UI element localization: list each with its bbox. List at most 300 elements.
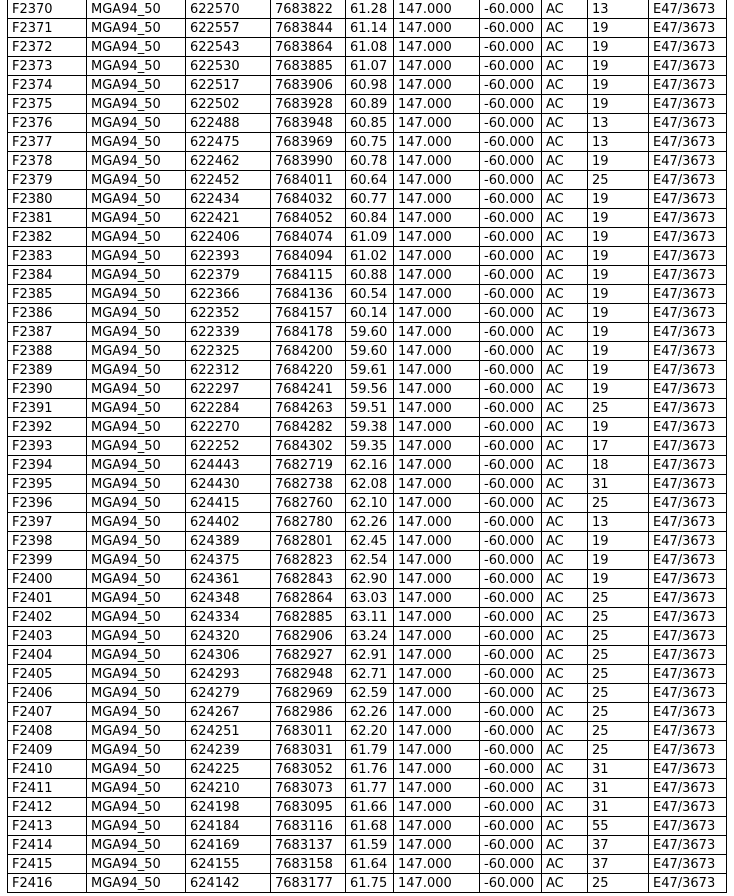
- hole-id-cell: F2382: [8, 228, 87, 247]
- datum-cell: MGA94_50: [87, 532, 186, 551]
- dip-cell: -60.000: [480, 266, 542, 285]
- depth-cell: 19: [588, 323, 649, 342]
- table-row: [8, 19, 727, 38]
- depth-cell: 25: [588, 684, 649, 703]
- northing-cell: 7683990: [271, 152, 346, 171]
- easting-cell: 624375: [186, 551, 271, 570]
- hole-type-cell: AC: [542, 760, 588, 779]
- hole-id-cell: F2400: [8, 570, 87, 589]
- depth-cell: 19: [588, 361, 649, 380]
- easting-cell: 622530: [186, 57, 271, 76]
- datum-cell: MGA94_50: [87, 114, 186, 133]
- northing-cell: 7684115: [271, 266, 346, 285]
- dip-cell: -60.000: [480, 361, 542, 380]
- tenement-cell: E47/3673: [649, 798, 727, 817]
- azimuth-cell: 147.000: [394, 817, 480, 836]
- depth-cell: 55: [588, 817, 649, 836]
- dip-cell: -60.000: [480, 76, 542, 95]
- depth-cell: 13: [588, 513, 649, 532]
- depth-cell: 37: [588, 836, 649, 855]
- azimuth-cell: 147.000: [394, 779, 480, 798]
- depth-cell: 19: [588, 342, 649, 361]
- datum-cell: MGA94_50: [87, 0, 186, 19]
- easting-cell: 624443: [186, 456, 271, 475]
- dip-cell: -60.000: [480, 817, 542, 836]
- northing-cell: 7682885: [271, 608, 346, 627]
- hole-id-cell: F2388: [8, 342, 87, 361]
- northing-cell: 7683095: [271, 798, 346, 817]
- easting-cell: 622488: [186, 114, 271, 133]
- azimuth-cell: 147.000: [394, 95, 480, 114]
- dip-cell: -60.000: [480, 874, 542, 893]
- datum-cell: MGA94_50: [87, 798, 186, 817]
- tenement-cell: E47/3673: [649, 703, 727, 722]
- datum-cell: MGA94_50: [87, 589, 186, 608]
- easting-cell: 624402: [186, 513, 271, 532]
- northing-cell: 7683864: [271, 38, 346, 57]
- datum-cell: MGA94_50: [87, 627, 186, 646]
- azimuth-cell: 147.000: [394, 57, 480, 76]
- datum-cell: MGA94_50: [87, 418, 186, 437]
- depth-cell: 19: [588, 551, 649, 570]
- datum-cell: MGA94_50: [87, 665, 186, 684]
- hole-type-cell: AC: [542, 361, 588, 380]
- azimuth-cell: 147.000: [394, 0, 480, 19]
- azimuth-cell: 147.000: [394, 570, 480, 589]
- rl-cell: 61.28: [346, 0, 394, 19]
- dip-cell: -60.000: [480, 323, 542, 342]
- northing-cell: 7682823: [271, 551, 346, 570]
- hole-type-cell: AC: [542, 608, 588, 627]
- northing-cell: 7683969: [271, 133, 346, 152]
- hole-type-cell: AC: [542, 798, 588, 817]
- rl-cell: 62.71: [346, 665, 394, 684]
- rl-cell: 61.59: [346, 836, 394, 855]
- azimuth-cell: 147.000: [394, 551, 480, 570]
- hole-id-cell: F2395: [8, 475, 87, 494]
- depth-cell: 37: [588, 855, 649, 874]
- tenement-cell: E47/3673: [649, 57, 727, 76]
- tenement-cell: E47/3673: [649, 228, 727, 247]
- rl-cell: 59.60: [346, 342, 394, 361]
- depth-cell: 13: [588, 114, 649, 133]
- depth-cell: 19: [588, 418, 649, 437]
- rl-cell: 59.51: [346, 399, 394, 418]
- tenement-cell: E47/3673: [649, 570, 727, 589]
- easting-cell: 622312: [186, 361, 271, 380]
- easting-cell: 622462: [186, 152, 271, 171]
- table-row: [8, 437, 727, 456]
- northing-cell: 7684074: [271, 228, 346, 247]
- dip-cell: -60.000: [480, 760, 542, 779]
- table-row: [8, 779, 727, 798]
- dip-cell: -60.000: [480, 38, 542, 57]
- datum-cell: MGA94_50: [87, 570, 186, 589]
- hole-id-cell: F2378: [8, 152, 87, 171]
- tenement-cell: E47/3673: [649, 475, 727, 494]
- hole-type-cell: AC: [542, 209, 588, 228]
- depth-cell: 19: [588, 19, 649, 38]
- dip-cell: -60.000: [480, 285, 542, 304]
- rl-cell: 61.79: [346, 741, 394, 760]
- dip-cell: -60.000: [480, 418, 542, 437]
- azimuth-cell: 147.000: [394, 741, 480, 760]
- hole-type-cell: AC: [542, 779, 588, 798]
- table-row: [8, 665, 727, 684]
- northing-cell: 7682738: [271, 475, 346, 494]
- hole-type-cell: AC: [542, 399, 588, 418]
- hole-type-cell: AC: [542, 874, 588, 893]
- hole-id-cell: F2387: [8, 323, 87, 342]
- hole-id-cell: F2372: [8, 38, 87, 57]
- hole-type-cell: AC: [542, 494, 588, 513]
- tenement-cell: E47/3673: [649, 0, 727, 19]
- northing-cell: 7683948: [271, 114, 346, 133]
- depth-cell: 25: [588, 494, 649, 513]
- depth-cell: 18: [588, 456, 649, 475]
- depth-cell: 25: [588, 722, 649, 741]
- azimuth-cell: 147.000: [394, 76, 480, 95]
- hole-id-cell: F2411: [8, 779, 87, 798]
- hole-id-cell: F2405: [8, 665, 87, 684]
- hole-id-cell: F2386: [8, 304, 87, 323]
- rl-cell: 60.88: [346, 266, 394, 285]
- azimuth-cell: 147.000: [394, 209, 480, 228]
- hole-id-cell: F2414: [8, 836, 87, 855]
- easting-cell: 624361: [186, 570, 271, 589]
- northing-cell: 7684094: [271, 247, 346, 266]
- northing-cell: 7683116: [271, 817, 346, 836]
- table-row: [8, 798, 727, 817]
- tenement-cell: E47/3673: [649, 323, 727, 342]
- table-row: [8, 513, 727, 532]
- table-row: [8, 380, 727, 399]
- depth-cell: 19: [588, 76, 649, 95]
- tenement-cell: E47/3673: [649, 209, 727, 228]
- easting-cell: 624184: [186, 817, 271, 836]
- datum-cell: MGA94_50: [87, 133, 186, 152]
- easting-cell: 622270: [186, 418, 271, 437]
- depth-cell: 19: [588, 57, 649, 76]
- table-row: [8, 133, 727, 152]
- hole-id-cell: F2393: [8, 437, 87, 456]
- tenement-cell: E47/3673: [649, 627, 727, 646]
- northing-cell: 7684263: [271, 399, 346, 418]
- datum-cell: MGA94_50: [87, 76, 186, 95]
- northing-cell: 7684241: [271, 380, 346, 399]
- table-row: [8, 646, 727, 665]
- hole-type-cell: AC: [542, 646, 588, 665]
- hole-type-cell: AC: [542, 95, 588, 114]
- rl-cell: 62.90: [346, 570, 394, 589]
- hole-type-cell: AC: [542, 304, 588, 323]
- easting-cell: 624225: [186, 760, 271, 779]
- tenement-cell: E47/3673: [649, 836, 727, 855]
- table-row: [8, 304, 727, 323]
- datum-cell: MGA94_50: [87, 209, 186, 228]
- hole-type-cell: AC: [542, 114, 588, 133]
- dip-cell: -60.000: [480, 836, 542, 855]
- hole-type-cell: AC: [542, 665, 588, 684]
- depth-cell: 19: [588, 247, 649, 266]
- northing-cell: 7682948: [271, 665, 346, 684]
- easting-cell: 624239: [186, 741, 271, 760]
- easting-cell: 624306: [186, 646, 271, 665]
- dip-cell: -60.000: [480, 684, 542, 703]
- easting-cell: 624279: [186, 684, 271, 703]
- northing-cell: 7683177: [271, 874, 346, 893]
- table-row: [8, 684, 727, 703]
- northing-cell: 7684052: [271, 209, 346, 228]
- depth-cell: 19: [588, 380, 649, 399]
- hole-id-cell: F2407: [8, 703, 87, 722]
- hole-type-cell: AC: [542, 57, 588, 76]
- tenement-cell: E47/3673: [649, 361, 727, 380]
- dip-cell: -60.000: [480, 171, 542, 190]
- easting-cell: 624293: [186, 665, 271, 684]
- datum-cell: MGA94_50: [87, 95, 186, 114]
- table-row: [8, 589, 727, 608]
- dip-cell: -60.000: [480, 304, 542, 323]
- hole-id-cell: F2404: [8, 646, 87, 665]
- hole-type-cell: AC: [542, 228, 588, 247]
- depth-cell: 19: [588, 152, 649, 171]
- tenement-cell: E47/3673: [649, 779, 727, 798]
- dip-cell: -60.000: [480, 532, 542, 551]
- rl-cell: 61.75: [346, 874, 394, 893]
- azimuth-cell: 147.000: [394, 361, 480, 380]
- northing-cell: 7684136: [271, 285, 346, 304]
- datum-cell: MGA94_50: [87, 741, 186, 760]
- hole-id-cell: F2403: [8, 627, 87, 646]
- azimuth-cell: 147.000: [394, 475, 480, 494]
- hole-type-cell: AC: [542, 513, 588, 532]
- datum-cell: MGA94_50: [87, 817, 186, 836]
- easting-cell: 622517: [186, 76, 271, 95]
- northing-cell: 7684032: [271, 190, 346, 209]
- depth-cell: 13: [588, 133, 649, 152]
- dip-cell: -60.000: [480, 380, 542, 399]
- rl-cell: 63.03: [346, 589, 394, 608]
- northing-cell: 7683906: [271, 76, 346, 95]
- azimuth-cell: 147.000: [394, 380, 480, 399]
- dip-cell: -60.000: [480, 57, 542, 76]
- dip-cell: -60.000: [480, 608, 542, 627]
- table-body: [8, 0, 727, 893]
- depth-cell: 25: [588, 874, 649, 893]
- dip-cell: -60.000: [480, 513, 542, 532]
- azimuth-cell: 147.000: [394, 304, 480, 323]
- hole-type-cell: AC: [542, 342, 588, 361]
- hole-id-cell: F2416: [8, 874, 87, 893]
- table-row: [8, 494, 727, 513]
- azimuth-cell: 147.000: [394, 684, 480, 703]
- rl-cell: 60.75: [346, 133, 394, 152]
- depth-cell: 17: [588, 437, 649, 456]
- easting-cell: 624267: [186, 703, 271, 722]
- easting-cell: 624142: [186, 874, 271, 893]
- rl-cell: 59.61: [346, 361, 394, 380]
- depth-cell: 19: [588, 532, 649, 551]
- depth-cell: 19: [588, 304, 649, 323]
- hole-id-cell: F2373: [8, 57, 87, 76]
- datum-cell: MGA94_50: [87, 171, 186, 190]
- tenement-cell: E47/3673: [649, 665, 727, 684]
- azimuth-cell: 147.000: [394, 703, 480, 722]
- northing-cell: 7682843: [271, 570, 346, 589]
- hole-type-cell: AC: [542, 247, 588, 266]
- datum-cell: MGA94_50: [87, 703, 186, 722]
- tenement-cell: E47/3673: [649, 456, 727, 475]
- northing-cell: 7683137: [271, 836, 346, 855]
- hole-id-cell: F2389: [8, 361, 87, 380]
- rl-cell: 62.10: [346, 494, 394, 513]
- azimuth-cell: 147.000: [394, 285, 480, 304]
- datum-cell: MGA94_50: [87, 836, 186, 855]
- rl-cell: 61.68: [346, 817, 394, 836]
- datum-cell: MGA94_50: [87, 342, 186, 361]
- hole-type-cell: AC: [542, 741, 588, 760]
- rl-cell: 62.54: [346, 551, 394, 570]
- tenement-cell: E47/3673: [649, 684, 727, 703]
- datum-cell: MGA94_50: [87, 266, 186, 285]
- northing-cell: 7684157: [271, 304, 346, 323]
- tenement-cell: E47/3673: [649, 741, 727, 760]
- rl-cell: 60.77: [346, 190, 394, 209]
- datum-cell: MGA94_50: [87, 361, 186, 380]
- azimuth-cell: 147.000: [394, 665, 480, 684]
- tenement-cell: E47/3673: [649, 418, 727, 437]
- azimuth-cell: 147.000: [394, 399, 480, 418]
- easting-cell: 624334: [186, 608, 271, 627]
- tenement-cell: E47/3673: [649, 494, 727, 513]
- northing-cell: 7684302: [271, 437, 346, 456]
- table-row: [8, 855, 727, 874]
- tenement-cell: E47/3673: [649, 38, 727, 57]
- rl-cell: 59.60: [346, 323, 394, 342]
- depth-cell: 19: [588, 190, 649, 209]
- drillhole-collar-table: [7, 0, 727, 893]
- hole-id-cell: F2399: [8, 551, 87, 570]
- hole-id-cell: F2375: [8, 95, 87, 114]
- easting-cell: 622557: [186, 19, 271, 38]
- azimuth-cell: 147.000: [394, 874, 480, 893]
- rl-cell: 60.78: [346, 152, 394, 171]
- table-row: [8, 608, 727, 627]
- rl-cell: 60.54: [346, 285, 394, 304]
- tenement-cell: E47/3673: [649, 76, 727, 95]
- hole-type-cell: AC: [542, 285, 588, 304]
- hole-id-cell: F2409: [8, 741, 87, 760]
- table-row: [8, 570, 727, 589]
- depth-cell: 31: [588, 779, 649, 798]
- dip-cell: -60.000: [480, 722, 542, 741]
- depth-cell: 19: [588, 228, 649, 247]
- northing-cell: 7683011: [271, 722, 346, 741]
- northing-cell: 7682760: [271, 494, 346, 513]
- table-row: [8, 627, 727, 646]
- datum-cell: MGA94_50: [87, 513, 186, 532]
- hole-id-cell: F2410: [8, 760, 87, 779]
- tenement-cell: E47/3673: [649, 247, 727, 266]
- datum-cell: MGA94_50: [87, 57, 186, 76]
- easting-cell: 624198: [186, 798, 271, 817]
- depth-cell: 25: [588, 399, 649, 418]
- northing-cell: 7683158: [271, 855, 346, 874]
- hole-id-cell: F2392: [8, 418, 87, 437]
- hole-id-cell: F2377: [8, 133, 87, 152]
- easting-cell: 622379: [186, 266, 271, 285]
- datum-cell: MGA94_50: [87, 323, 186, 342]
- tenement-cell: E47/3673: [649, 646, 727, 665]
- rl-cell: 59.35: [346, 437, 394, 456]
- azimuth-cell: 147.000: [394, 19, 480, 38]
- rl-cell: 59.56: [346, 380, 394, 399]
- depth-cell: 25: [588, 608, 649, 627]
- hole-id-cell: F2412: [8, 798, 87, 817]
- hole-type-cell: AC: [542, 76, 588, 95]
- easting-cell: 622297: [186, 380, 271, 399]
- tenement-cell: E47/3673: [649, 513, 727, 532]
- northing-cell: 7683822: [271, 0, 346, 19]
- hole-id-cell: F2385: [8, 285, 87, 304]
- rl-cell: 62.20: [346, 722, 394, 741]
- rl-cell: 61.66: [346, 798, 394, 817]
- azimuth-cell: 147.000: [394, 437, 480, 456]
- azimuth-cell: 147.000: [394, 190, 480, 209]
- hole-id-cell: F2396: [8, 494, 87, 513]
- dip-cell: -60.000: [480, 247, 542, 266]
- easting-cell: 622284: [186, 399, 271, 418]
- northing-cell: 7684200: [271, 342, 346, 361]
- azimuth-cell: 147.000: [394, 418, 480, 437]
- easting-cell: 622452: [186, 171, 271, 190]
- hole-type-cell: AC: [542, 190, 588, 209]
- depth-cell: 25: [588, 646, 649, 665]
- dip-cell: -60.000: [480, 741, 542, 760]
- easting-cell: 622339: [186, 323, 271, 342]
- dip-cell: -60.000: [480, 133, 542, 152]
- easting-cell: 624348: [186, 589, 271, 608]
- dip-cell: -60.000: [480, 228, 542, 247]
- dip-cell: -60.000: [480, 646, 542, 665]
- dip-cell: -60.000: [480, 494, 542, 513]
- dip-cell: -60.000: [480, 798, 542, 817]
- table-row: [8, 475, 727, 494]
- easting-cell: 624320: [186, 627, 271, 646]
- dip-cell: -60.000: [480, 456, 542, 475]
- hole-type-cell: AC: [542, 38, 588, 57]
- rl-cell: 62.26: [346, 703, 394, 722]
- dip-cell: -60.000: [480, 95, 542, 114]
- rl-cell: 61.77: [346, 779, 394, 798]
- table-row: [8, 817, 727, 836]
- tenement-cell: E47/3673: [649, 608, 727, 627]
- tenement-cell: E47/3673: [649, 760, 727, 779]
- tenement-cell: E47/3673: [649, 817, 727, 836]
- datum-cell: MGA94_50: [87, 38, 186, 57]
- easting-cell: 622406: [186, 228, 271, 247]
- rl-cell: 60.14: [346, 304, 394, 323]
- rl-cell: 61.14: [346, 19, 394, 38]
- datum-cell: MGA94_50: [87, 684, 186, 703]
- hole-type-cell: AC: [542, 722, 588, 741]
- hole-type-cell: AC: [542, 855, 588, 874]
- rl-cell: 60.64: [346, 171, 394, 190]
- dip-cell: -60.000: [480, 855, 542, 874]
- datum-cell: MGA94_50: [87, 247, 186, 266]
- hole-id-cell: F2398: [8, 532, 87, 551]
